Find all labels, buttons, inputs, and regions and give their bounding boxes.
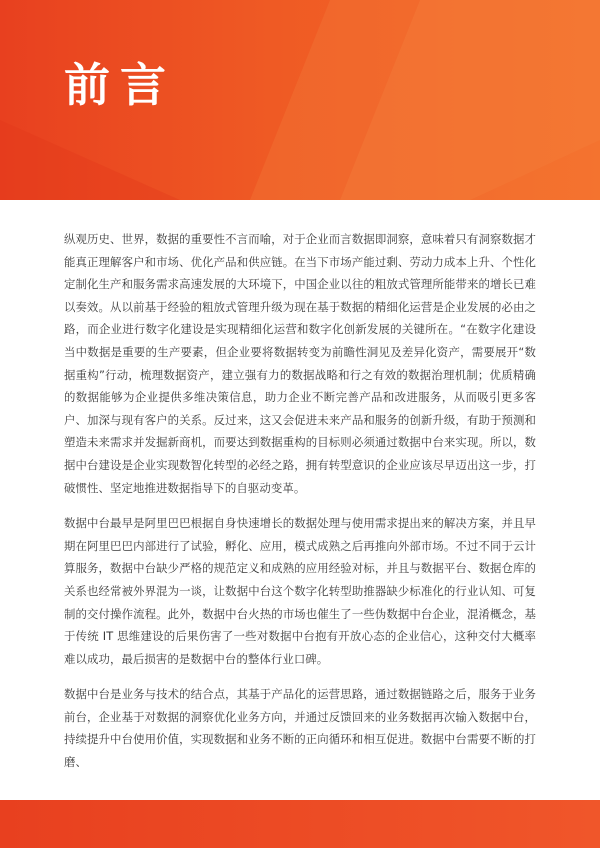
footer-band [0, 800, 600, 848]
page-title: 前言 [64, 58, 176, 112]
paragraph-intro: 纵观历史、世界，数据的重要性不言而喻，对于企业而言数据即洞察，意味着只有洞察数据才能真正理解客户和市场、优化产品和供应链。在当下市场产能过剩、劳动力成本上升、个性化定制化生产和服务需求高速发展的大环境下，中国企业以往的粗放式管理所能带来的增长已难以奏效。从以前基于经验的粗放式管理升级为现在基于数据的精细化运营是企业发展的必由之路，而企业进行数字化建设是实现精细化运营和数字化创新发展的关键所在。“在数字化建设当中数据是重要的生产要素，但企业要将数据转变为前瞻性洞见及差异化资产，需要展开“数据重构”行动，梳理数据资产，建立强有力的数据战略和行之有效的数据治理机制；优质精确的数据能够为企业提供多维决策信息，助力企业不断完善产品和改进服务，从而吸引更多客户、加深与现有客户的关系。反过来，这又会促进未来产品和服务的创新升级，有助于预测和塑造未来需求并发掘新商机，而要达到数据重构的目标则必须通过数据中台来实现。所以，数据中台建设是企业实现数智化转型的必经之路，拥有转型意识的企业应该尽早迈出这一步，打破惯性、坚定地推进数据指导下的自驱动变革。 [64, 232, 536, 495]
body-content [64, 228, 536, 787]
header-band [0, 0, 600, 200]
paragraph-value: 数据中台是业务与技术的结合点，其基于产品化的运营思路，通过数据链路之后，服务于业务前台，企业基于对数据的洞察优化业务方向，并通过反馈回来的业务数据再次输入数据中台，持续提升中台使用价值，实现数据和业务不断的正向循环和相互促进。数据中台需要不断的打磨、 [64, 687, 536, 770]
paragraph-origin: 数据中台最早是阿里巴巴根据自身快速增长的数据处理与使用需求提出来的解决方案，并且早期在阿里巴巴内部进行了试验，孵化、应用，模式成熟之后再推向外部市场。不过不同于云计算服务，数据中台缺少严格的规范定义和成熟的应用经验对标，并且与数据平台、数据仓库的关系也经常被外界混为一谈，让数据中台这个数字化转型助推器缺少标准化的行业认知、可复制的交付操作流程。此外，数据中台火热的市场也催生了一些伪数据中台企业，混淆概念，基于传统 IT 思维建设的后果伤害了一些对数据中台抱有开放心态的企业信心，这种交付大概率难以成功，最后损害的是数据中台的整体行业口碑。 [64, 516, 536, 666]
